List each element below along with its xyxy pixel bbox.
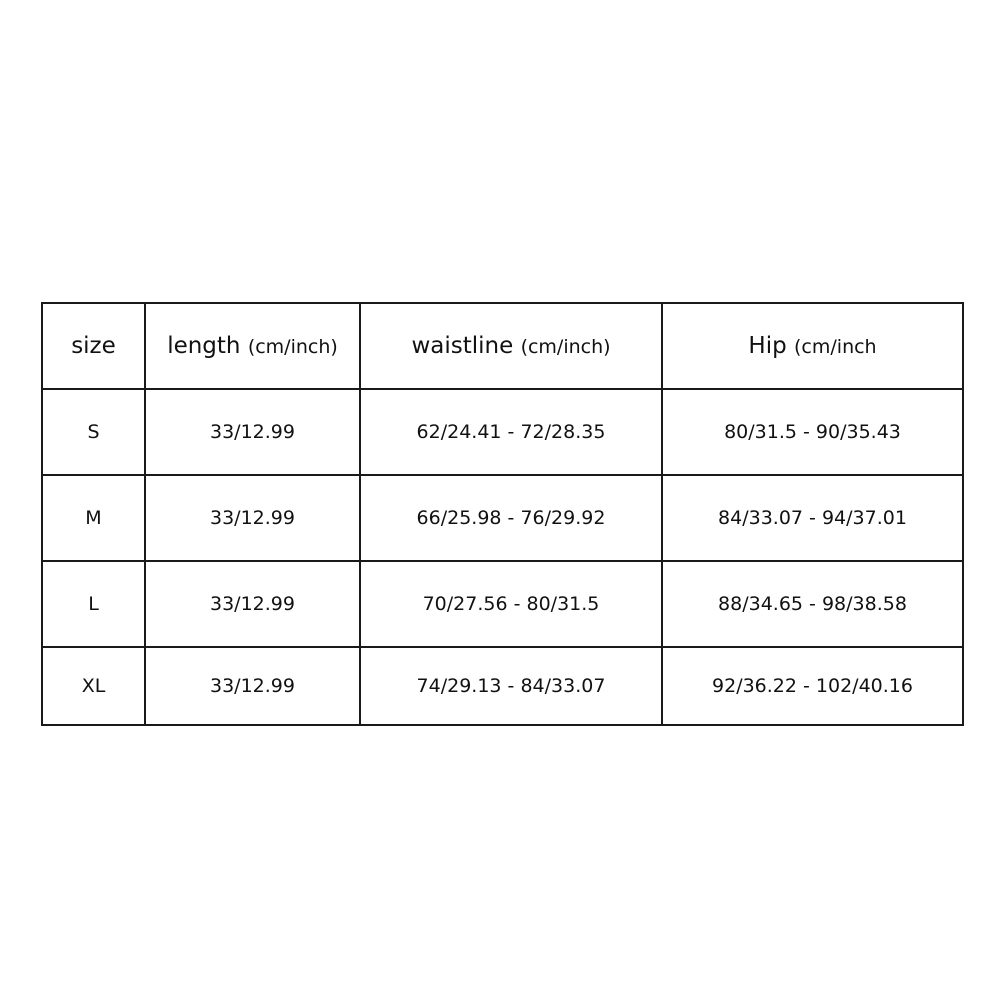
- length-cell: 33/12.99: [145, 475, 360, 561]
- table-row: [42, 389, 963, 475]
- table-row: [42, 561, 963, 647]
- header-size: [42, 303, 145, 389]
- header-row: [42, 303, 963, 389]
- header-size-label: size: [71, 333, 116, 359]
- table-row: [42, 475, 963, 561]
- waistline-cell: 74/29.13 - 84/33.07: [360, 647, 662, 725]
- header-length: [145, 303, 360, 389]
- header-hip-label: Hip: [748, 333, 787, 359]
- hip-cell: 84/33.07 - 94/37.01: [662, 475, 963, 561]
- table-row: [42, 647, 963, 725]
- waistline-cell: 70/27.56 - 80/31.5: [360, 561, 662, 647]
- hip-cell: 92/36.22 - 102/40.16: [662, 647, 963, 725]
- hip-cell: 88/34.65 - 98/38.58: [662, 561, 963, 647]
- length-cell: 33/12.99: [145, 647, 360, 725]
- waistline-cell: 62/24.41 - 72/28.35: [360, 389, 662, 475]
- waistline-cell: 66/25.98 - 76/29.92: [360, 475, 662, 561]
- length-cell: 33/12.99: [145, 389, 360, 475]
- header-hip-unit: (cm/inch: [794, 336, 877, 358]
- header-waistline: [360, 303, 662, 389]
- header-length-label: length: [167, 333, 241, 359]
- header-waistline-unit: (cm/inch): [520, 336, 611, 358]
- size-chart-table: [41, 302, 964, 726]
- size-cell: L: [42, 561, 145, 647]
- header-hip: [662, 303, 963, 389]
- header-waistline-label: waistline: [411, 333, 514, 359]
- size-cell: XL: [42, 647, 145, 725]
- header-length-unit: (cm/inch): [247, 336, 338, 358]
- size-cell: S: [42, 389, 145, 475]
- length-cell: 33/12.99: [145, 561, 360, 647]
- size-cell: M: [42, 475, 145, 561]
- hip-cell: 80/31.5 - 90/35.43: [662, 389, 963, 475]
